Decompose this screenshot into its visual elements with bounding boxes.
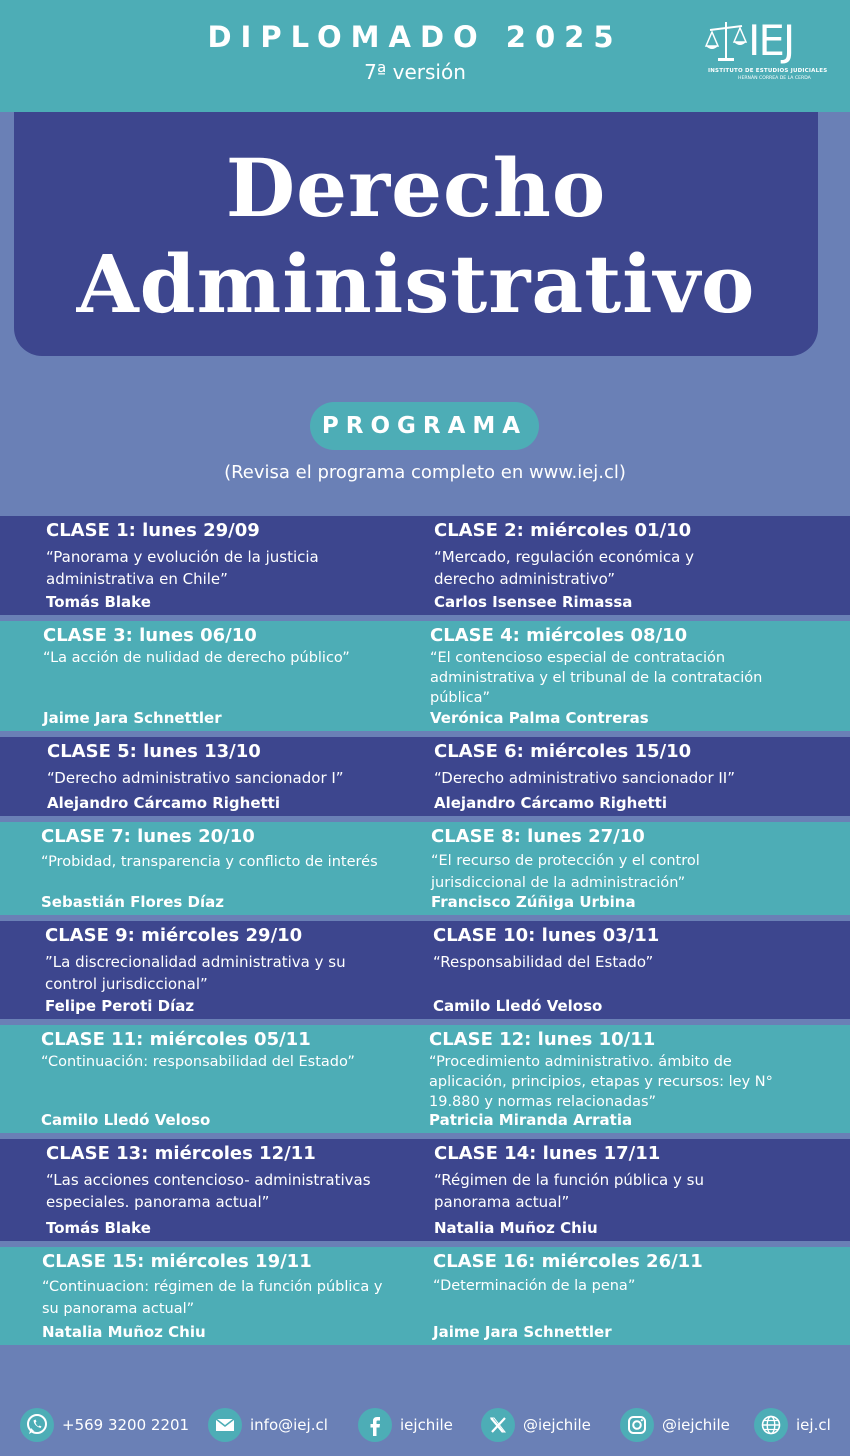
- program-label: PROGRAMA: [310, 402, 539, 450]
- logo-subtitle: INSTITUTO DE ESTUDIOS JUDICIALES: [708, 68, 828, 74]
- class-card-11: [41, 1025, 411, 1133]
- x-handle: @iejchile: [523, 1416, 591, 1434]
- class-topic: “La acción de nulidad de derecho público”: [43, 650, 350, 666]
- instagram-handle: @iejchile: [662, 1416, 730, 1434]
- class-teacher: Camilo Lledó Veloso: [41, 1111, 211, 1129]
- class-teacher: Jaime Jara Schnettler: [43, 709, 222, 727]
- contact-footer: [0, 1400, 850, 1450]
- class-title: CLASE 16: miércoles 26/11: [433, 1251, 703, 1272]
- class-title: CLASE 1: lunes 29/09: [46, 520, 260, 541]
- class-topic: “Panorama y evolución de la justicia administrativa en Chile”: [46, 548, 319, 588]
- class-topic: “Probidad, transparencia y conflicto de interés: [41, 854, 378, 870]
- course-title-line-2: Administrativo: [76, 237, 756, 331]
- class-title: CLASE 10: lunes 03/11: [433, 925, 660, 946]
- class-topic: “Procedimiento administrativo. ámbito de aplicación, principios, etapas y recursos: ley N° 19.880 y normas relacionadas”: [429, 1054, 773, 1110]
- website-url: iej.cl: [796, 1416, 831, 1434]
- class-teacher: Verónica Palma Contreras: [430, 709, 649, 727]
- program-note: (Revisa el programa completo en www.iej.cl): [224, 462, 626, 483]
- class-card-1: [46, 516, 416, 615]
- mail-icon: [208, 1408, 242, 1442]
- class-card-6: [434, 737, 804, 816]
- class-teacher: Jaime Jara Schnettler: [433, 1323, 612, 1341]
- x-icon: [481, 1408, 515, 1442]
- class-card-5: [47, 737, 417, 816]
- class-card-7: [41, 822, 421, 915]
- class-card-13: [46, 1139, 416, 1241]
- class-teacher: Felipe Peroti Díaz: [45, 997, 195, 1015]
- class-topic: “El recurso de protección y el control jurisdiccional de la administración”: [431, 853, 700, 891]
- class-row-2: [0, 621, 850, 731]
- class-card-14: [434, 1139, 804, 1241]
- class-topic: “El contencioso especial de contratación administrativa y el tribunal de la contratación pública”: [430, 650, 763, 706]
- class-card-10: [433, 921, 803, 1019]
- diploma-version: 7ª versión: [364, 60, 466, 84]
- class-row-8: [0, 1247, 850, 1345]
- logo-subtitle-2: HERNÁN CORREA DE LA CERDA: [738, 76, 811, 81]
- class-card-3: [43, 621, 413, 731]
- class-title: CLASE 5: lunes 13/10: [47, 741, 261, 762]
- course-title-line-1: Derecho: [225, 141, 607, 235]
- class-teacher: Camilo Lledó Veloso: [433, 997, 603, 1015]
- class-teacher: Alejandro Cárcamo Righetti: [434, 794, 667, 812]
- class-title: CLASE 2: miércoles 01/10: [434, 520, 692, 541]
- iej-logo: [704, 14, 828, 86]
- class-title: CLASE 8: lunes 27/10: [431, 826, 645, 847]
- facebook-icon: [358, 1408, 392, 1442]
- logo-wordmark: IEJ: [748, 16, 794, 65]
- class-topic: “Mercado, regulación económica y derecho administrativo”: [434, 548, 694, 588]
- class-row-1: [0, 516, 850, 615]
- class-title: CLASE 3: lunes 06/10: [43, 625, 257, 646]
- class-teacher: Tomás Blake: [46, 1219, 151, 1237]
- class-topic: ”La discrecionalidad administrativa y su control jurisdiccional”: [45, 953, 346, 993]
- class-title: CLASE 12: lunes 10/11: [429, 1029, 656, 1050]
- class-row-3: [0, 737, 850, 816]
- class-card-9: [45, 921, 415, 1019]
- class-teacher: Francisco Zúñiga Urbina: [431, 893, 636, 911]
- class-card-8: [431, 822, 801, 915]
- class-title: CLASE 4: miércoles 08/10: [430, 625, 688, 646]
- class-topic: “Derecho administrativo sancionador II”: [434, 769, 736, 787]
- class-card-16: [433, 1247, 803, 1345]
- class-row-6: [0, 1025, 850, 1133]
- class-row-7: [0, 1139, 850, 1241]
- class-title: CLASE 9: miércoles 29/10: [45, 925, 303, 946]
- class-topic: “Determinación de la pena”: [433, 1278, 636, 1294]
- class-title: CLASE 13: miércoles 12/11: [46, 1143, 316, 1164]
- whatsapp-icon: [20, 1408, 54, 1442]
- email-address: info@iej.cl: [250, 1416, 328, 1434]
- facebook-handle: iejchile: [400, 1416, 453, 1434]
- class-teacher: Sebastián Flores Díaz: [41, 893, 224, 911]
- top-bar: [0, 0, 850, 112]
- class-teacher: Natalia Muñoz Chiu: [42, 1323, 206, 1341]
- class-topic: “Continuacion: régimen de la función pública y su panorama actual”: [42, 1279, 383, 1317]
- diploma-title: DIPLOMADO 2025: [207, 20, 623, 54]
- class-row-4: [0, 822, 850, 915]
- class-title: CLASE 11: miércoles 05/11: [41, 1029, 311, 1050]
- class-card-15: [42, 1247, 412, 1345]
- globe-icon: [754, 1408, 788, 1442]
- course-title-panel: [14, 112, 818, 356]
- scales-of-justice-icon: [704, 18, 748, 68]
- class-teacher: Patricia Miranda Arratia: [429, 1111, 633, 1129]
- class-topic: “Responsabilidad del Estado”: [433, 953, 654, 971]
- class-title: CLASE 15: miércoles 19/11: [42, 1251, 312, 1272]
- class-teacher: Natalia Muñoz Chiu: [434, 1219, 598, 1237]
- class-row-5: [0, 921, 850, 1019]
- instagram-icon: [620, 1408, 654, 1442]
- class-teacher: Tomás Blake: [46, 593, 151, 611]
- class-card-12: [429, 1025, 799, 1133]
- class-topic: “Continuación: responsabilidad del Estado”: [41, 1054, 355, 1070]
- class-teacher: Carlos Isensee Rimassa: [434, 593, 633, 611]
- class-title: CLASE 14: lunes 17/11: [434, 1143, 661, 1164]
- whatsapp-number: +569 3200 2201: [62, 1416, 190, 1434]
- class-topic: “Derecho administrativo sancionador I”: [47, 769, 344, 787]
- class-title: CLASE 6: miércoles 15/10: [434, 741, 692, 762]
- class-topic: “Régimen de la función pública y su panorama actual”: [434, 1171, 704, 1211]
- class-title: CLASE 7: lunes 20/10: [41, 826, 255, 847]
- class-teacher: Alejandro Cárcamo Righetti: [47, 794, 280, 812]
- class-card-4: [430, 621, 790, 731]
- class-topic: “Las acciones contencioso- administrativas especiales. panorama actual”: [46, 1171, 371, 1211]
- class-card-2: [434, 516, 804, 615]
